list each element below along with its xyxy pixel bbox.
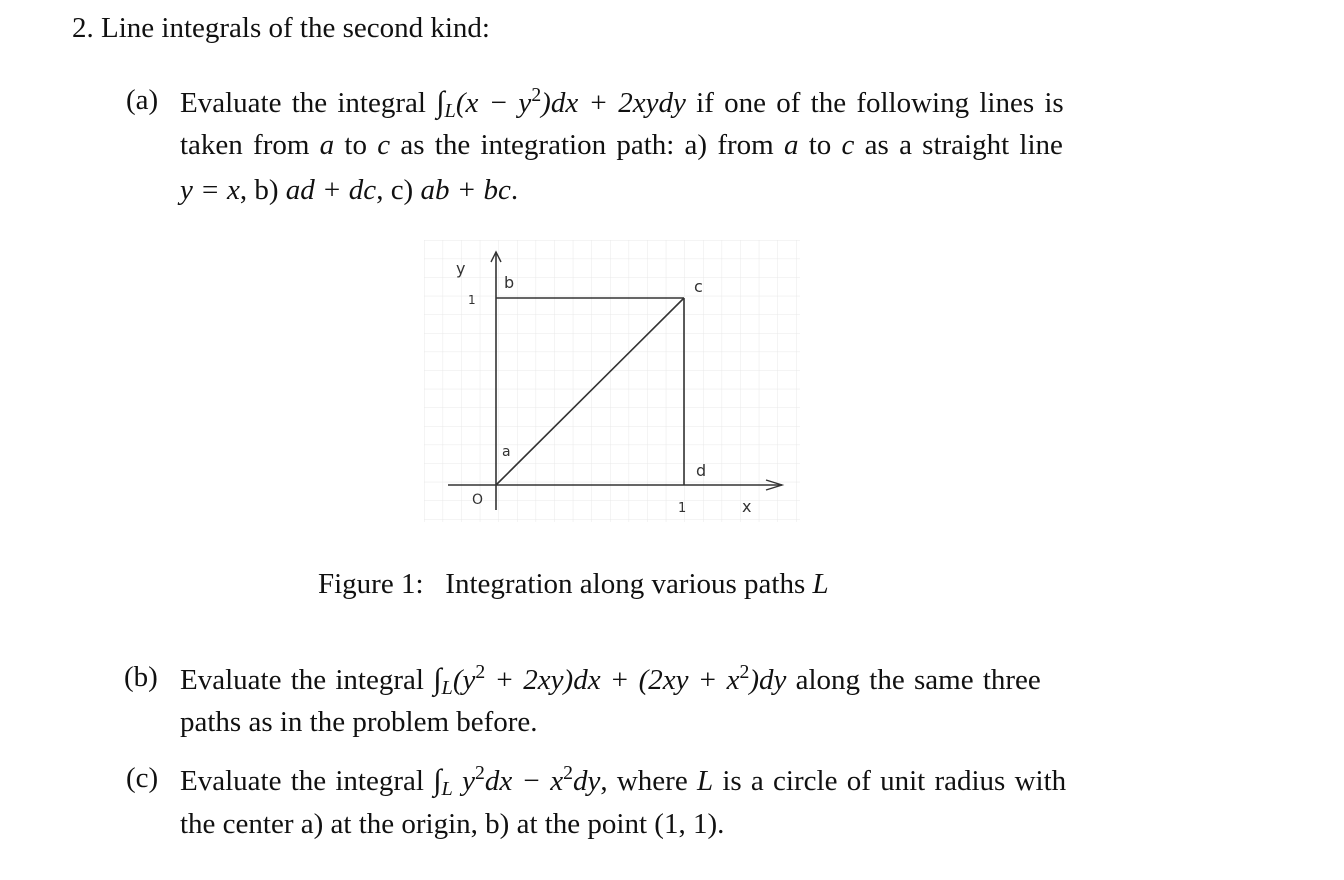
text-fragment: to <box>334 129 378 161</box>
text-fragment: to <box>798 129 842 161</box>
integrand-part: )dx + 2xydy <box>541 86 686 119</box>
integration-paths-figure <box>424 240 800 522</box>
problem-a-line2 <box>180 131 1063 160</box>
path-b-expression: ad + dc <box>285 174 377 206</box>
figure-svg <box>424 240 800 522</box>
figure-caption <box>318 570 829 599</box>
caption-text: Integration along various paths <box>445 568 813 600</box>
point-c: c <box>377 129 391 161</box>
y-axis-label: y <box>456 259 466 278</box>
problem-a-line1 <box>180 86 1064 121</box>
problem-a-line1-tail: if one of the following lines is <box>685 86 1064 119</box>
point-d-label: d <box>696 461 707 480</box>
grid-background <box>424 240 800 522</box>
text-fragment: Evaluate the integral <box>180 764 434 797</box>
text-fragment: , b) <box>239 174 286 206</box>
text-fragment: as a straight line <box>854 129 1063 161</box>
exponent: 2 <box>474 762 485 784</box>
x-axis-label: x <box>742 497 752 516</box>
integrand-part: + 2xy)dx + (2xy + x <box>485 663 740 696</box>
text-fragment: . <box>510 174 519 206</box>
problem-b-line2: paths as in the problem before. <box>180 706 538 738</box>
integrand-part: (y <box>452 663 476 696</box>
integral-subscript: L <box>444 99 456 122</box>
text-fragment: as the integration path: a) from <box>390 129 784 161</box>
point-a-label: a <box>502 444 511 460</box>
problem-c-line2: the center a) at the origin, b) at the point (1, 1). <box>180 808 725 840</box>
integral-symbol: ∫ <box>433 661 442 696</box>
point-c: c <box>841 129 855 161</box>
integrand-part: dx − x <box>484 764 564 797</box>
point-c-label: c <box>694 277 703 296</box>
exponent: 2 <box>531 84 542 106</box>
path-variable: L <box>696 764 714 797</box>
caption-var: L <box>812 568 829 600</box>
text-fragment: taken from <box>180 129 320 161</box>
text-fragment: is a circle of unit radius with <box>713 764 1067 797</box>
problem-b-line1 <box>180 663 1041 698</box>
problem-a-line3 <box>180 176 518 205</box>
text-fragment: Evaluate the integral <box>180 663 434 696</box>
exponent: 2 <box>739 661 750 683</box>
caption-prefix: Figure 1: <box>318 568 424 600</box>
integrand-part: )dy <box>749 663 787 696</box>
point-b-label: b <box>504 273 515 292</box>
integral-subscript: L <box>441 676 453 699</box>
path-a-expression: y = x <box>180 174 240 206</box>
text-fragment: , c) <box>376 174 421 206</box>
problem-a-label: (a) <box>126 84 159 116</box>
integral-subscript: L <box>441 777 453 800</box>
integrand-part: dy <box>572 764 601 797</box>
integrand-part: y <box>452 764 475 797</box>
origin-label: O <box>472 492 484 508</box>
path-c-expression: ab + bc <box>420 174 511 206</box>
exponent: 2 <box>563 762 573 784</box>
integrand-part: (x − y <box>455 86 532 119</box>
problem-c-label: (c) <box>126 762 159 794</box>
section-title: 2. Line integrals of the second kind: <box>72 12 490 44</box>
integral-symbol: ∫ <box>433 762 442 797</box>
problem-a-line1-text: Evaluate the integral <box>180 86 437 119</box>
text-fragment: along the same three <box>786 663 1041 696</box>
integral-symbol: ∫ <box>436 84 445 119</box>
exponent: 2 <box>475 661 486 683</box>
problem-b-label: (b) <box>124 661 158 693</box>
text-fragment: , where <box>600 764 697 797</box>
point-a: a <box>319 129 335 161</box>
problem-c-line1 <box>180 764 1066 799</box>
y-one-label: 1 <box>468 293 476 307</box>
point-a: a <box>783 129 799 161</box>
x-one-label: 1 <box>678 501 687 516</box>
